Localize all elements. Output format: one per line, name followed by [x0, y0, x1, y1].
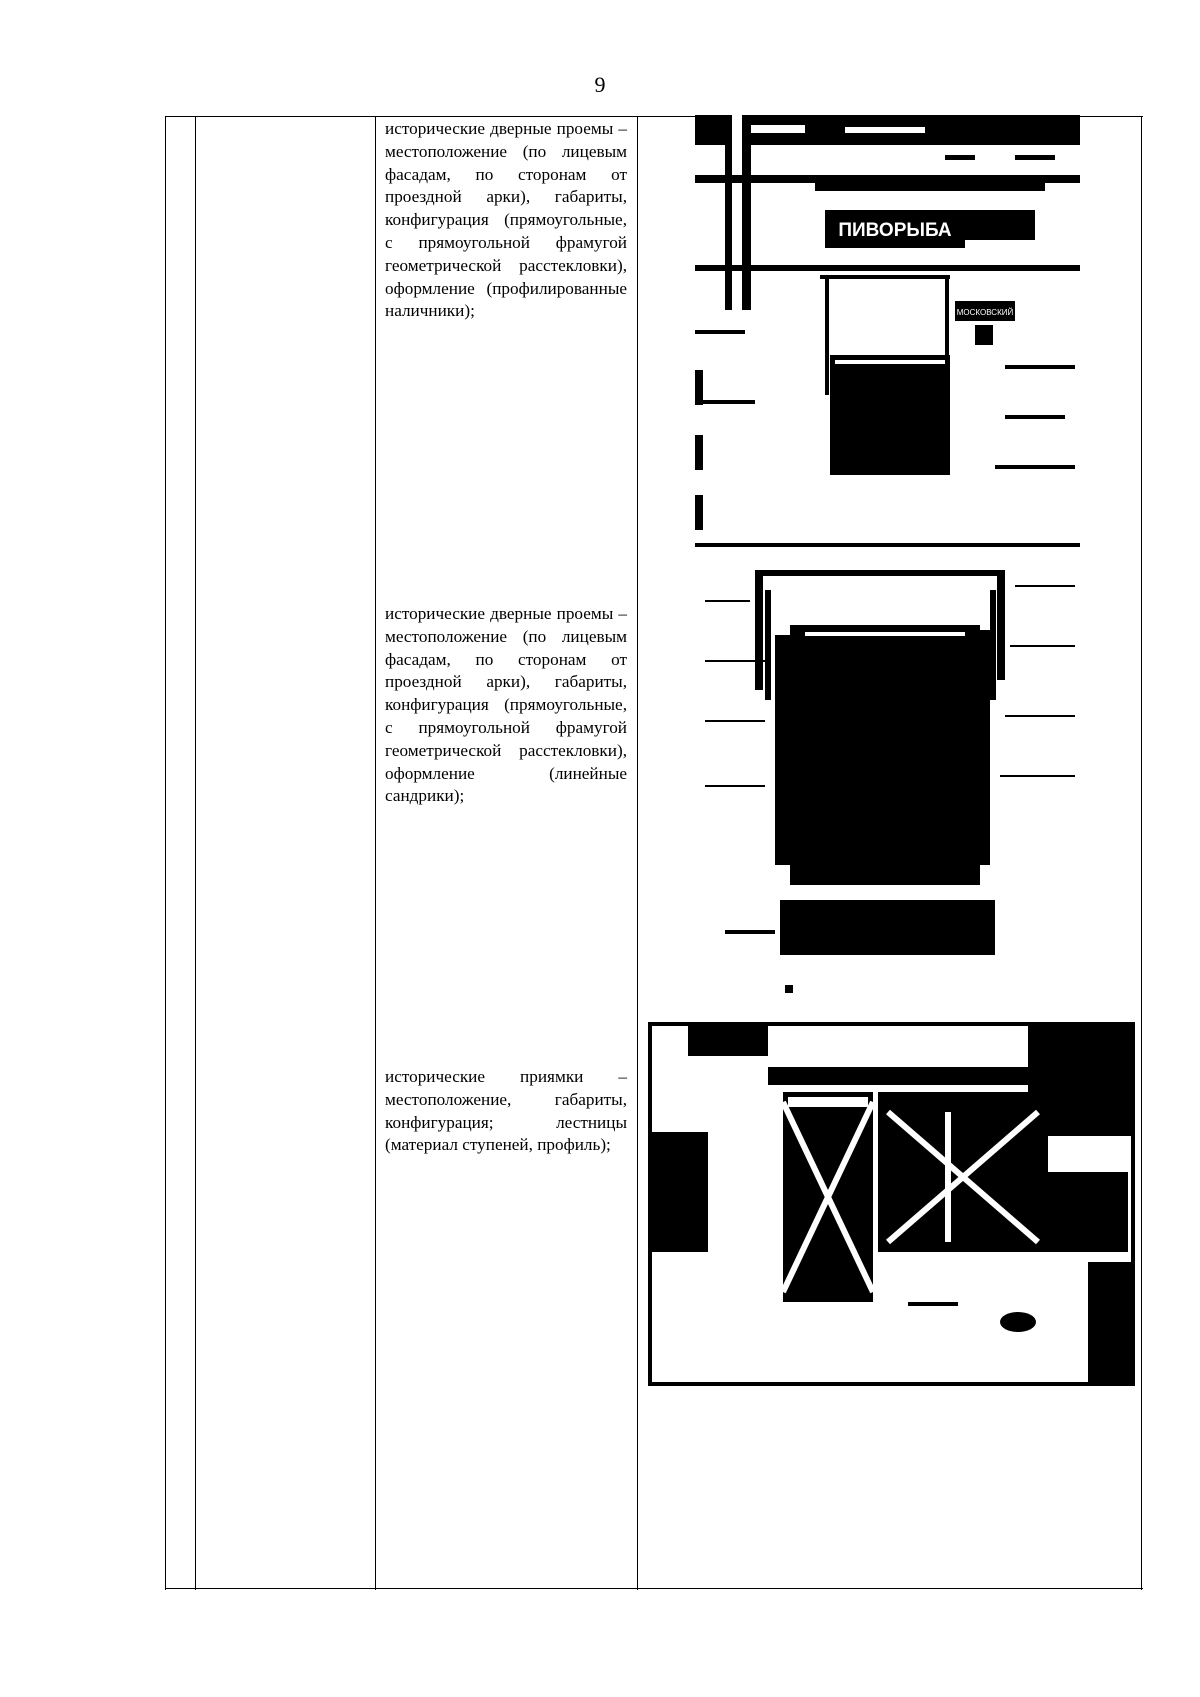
table-right-border: [1141, 116, 1142, 1590]
row-2-description: исторические дверные проемы – местоположение (по лицевым фасадам, по сторонам от проездной арки), габариты, конфигурация (прямоугольные, с прямоугольной фрамугой геометрической расстекловки), оформление (линейные сандрики);: [385, 604, 627, 806]
street-plate-text: МОСКОВСКИЙ: [956, 308, 1014, 317]
row-3-description: исторические приямки – местоположение, габариты, конфигурация; лестницы (материал ступеней, профиль);: [385, 1067, 627, 1155]
column-divider-2: [375, 116, 376, 1590]
row-1-photo: [695, 115, 1080, 547]
row-1-description: исторические дверные проемы – местоположение (по лицевым фасадам, по сторонам от проездной арки), габариты, конфигурация (прямоугольные, с прямоугольной фрамугой геометрической расстекловки), оформление (профилированные наличники);: [385, 119, 627, 321]
row-2-photo: [705, 570, 1075, 995]
row-3-photo: [648, 1022, 1135, 1386]
page-number: 9: [594, 72, 606, 97]
shop-sign-text: ПИВОРЫБА: [838, 220, 952, 241]
table-bottom-border: [165, 1588, 1143, 1589]
column-divider-3: [637, 116, 638, 1590]
table-left-border: [165, 116, 166, 1590]
column-divider-1: [195, 116, 196, 1590]
